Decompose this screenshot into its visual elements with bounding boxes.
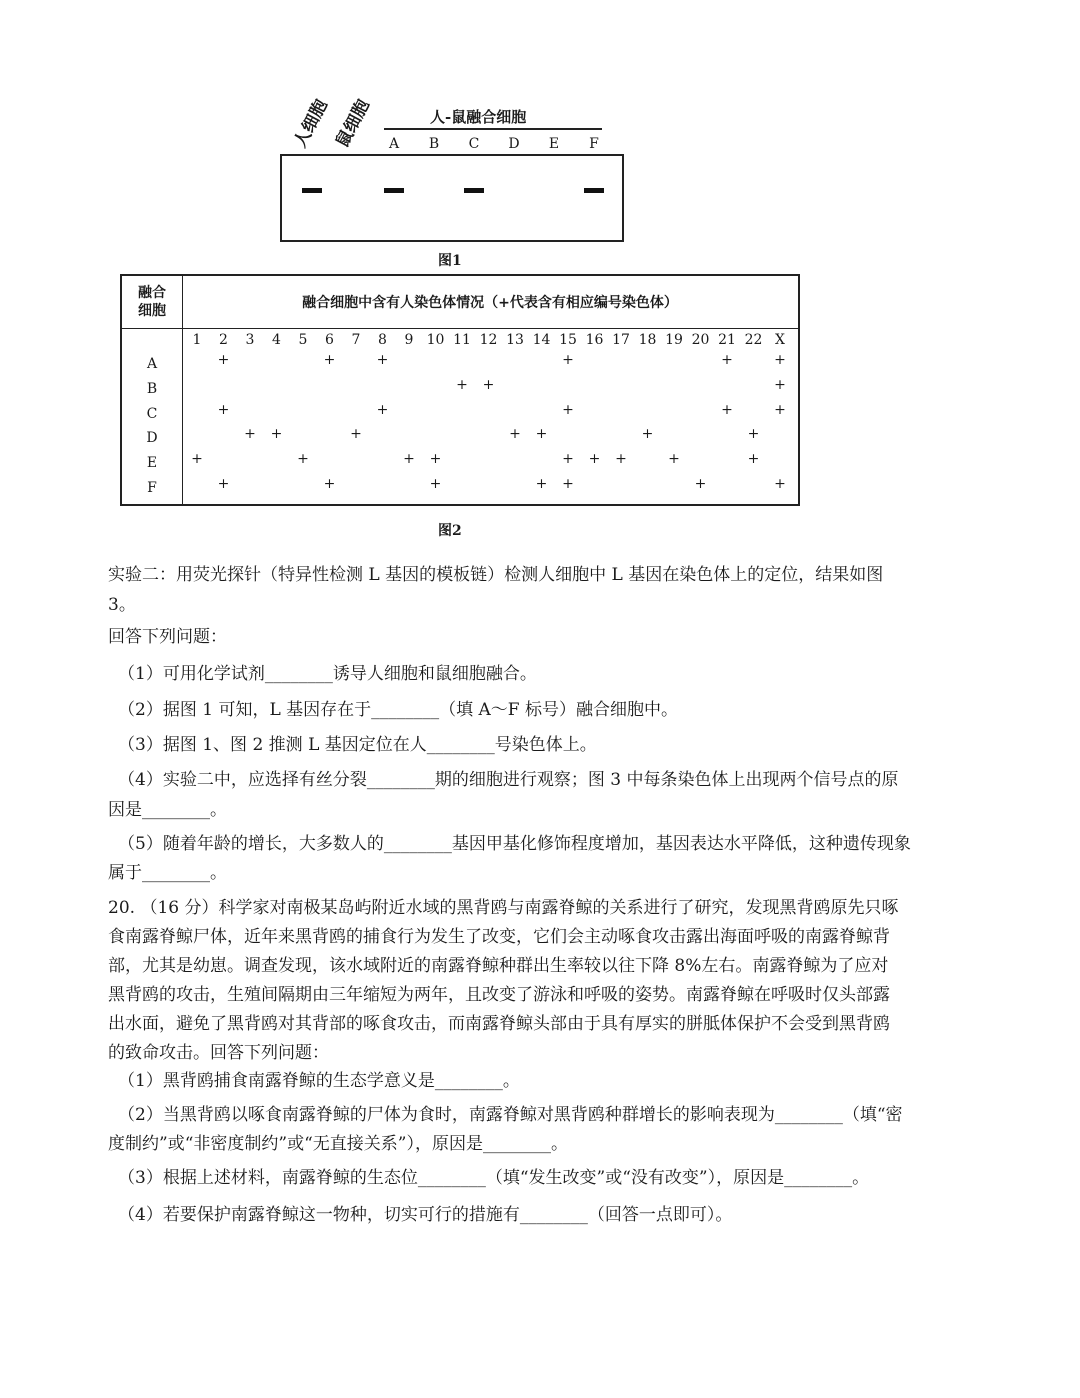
lane-letter: F [589, 136, 599, 152]
chromosome-present-mark: + [270, 426, 283, 443]
figure-2-caption: 图2 [438, 523, 462, 539]
fused-cell-row-label: D [146, 430, 158, 447]
answer-prompt: 回答下列问题： [108, 627, 227, 647]
chromosome-column-header: 19 [665, 332, 683, 348]
lane-letter: B [428, 136, 440, 152]
question-20-2-line-2: 度制约”或“非密度制约”或“无直接关系”），原因是________。 [108, 1134, 568, 1154]
chromosome-present-mark: + [615, 451, 627, 468]
chromosome-column-header: 11 [453, 332, 471, 348]
chromosome-present-mark: + [668, 451, 680, 468]
question-20-4: （4）若要保护南露脊鲸这一物种，切实可行的措施有________（回答一点即可）。 [118, 1205, 733, 1225]
figure-2-table [120, 274, 800, 506]
band-lane-a [384, 188, 404, 193]
chromosome-column-header: 2 [219, 332, 228, 348]
chromosome-column-header: 1 [192, 332, 202, 348]
chromosome-column-header: 6 [325, 332, 334, 348]
question-19-5-line-2: 属于________。 [108, 863, 227, 883]
question-20-line-3: 部，尤其是幼崽。调查发现，该水域附近的南露脊鲸种群出生率较以往下降 8%左右。南露脊鲸为了应对 [108, 956, 889, 976]
chromosome-present-mark: + [217, 476, 230, 492]
chromosome-present-mark: + [429, 476, 442, 492]
chromosome-present-mark: + [774, 376, 786, 393]
question-19-4-line-2: 因是________。 [108, 800, 227, 820]
chromosome-present-mark: + [323, 476, 336, 492]
chromosome-present-mark: + [482, 376, 495, 393]
lane-letter: E [548, 136, 560, 152]
question-19-4-line-1: （4）实验二中，应选择有丝分裂________期的细胞进行观察；图 3 中每条染色体上出现两个信号点的原 [118, 770, 899, 790]
question-20-2-line-1: （2）当黑背鸥以啄食南露脊鲸的尸体为食时，南露脊鲸对黑背鸥种群增长的影响表现为________（填“密 [118, 1105, 903, 1125]
chromosome-present-mark: + [562, 476, 574, 492]
fused-cell-row-label: B [146, 380, 158, 397]
band-lane-f [584, 188, 604, 193]
chromosome-present-mark: + [774, 476, 786, 492]
fused-cell-row-label: A [146, 356, 158, 372]
fused-cells-title: 人-鼠融合细胞 [430, 108, 527, 126]
chromosome-present-mark: + [429, 451, 442, 468]
chromosome-present-mark: + [641, 426, 654, 443]
figure-1 [270, 96, 630, 276]
lane-letter: A [388, 136, 400, 152]
question-20-1: （1）黑背鸥捕食南露脊鲸的生态学意义是________。 [118, 1071, 520, 1091]
question-20-line-5: 出水面，避免了黑背鸥对其背部的啄食攻击，而南露脊鲸头部由于具有厚实的胼胝体保护不会受到黑背鸥 [108, 1014, 890, 1034]
chromosome-column-header: 16 [585, 332, 604, 348]
chromosome-column-header: 17 [612, 332, 630, 348]
chromosome-present-mark: + [721, 401, 733, 418]
chromosome-column-header: 10 [426, 332, 445, 348]
chromosome-present-mark: + [403, 451, 415, 468]
fused-cell-row-label: E [146, 455, 158, 472]
question-20-line-4: 黑背鸥的攻击，生殖间隔期由三年缩短为两年，且改变了游泳和呼吸的姿势。南露脊鲸在呼吸时仅头部露 [108, 985, 890, 1005]
chromosome-column-header: 20 [691, 332, 710, 348]
chromosome-column-header: 14 [532, 332, 551, 348]
experiment-2-line-2: 3。 [108, 595, 136, 615]
chromosome-present-mark: + [535, 476, 548, 492]
figure-1-caption: 图1 [438, 253, 462, 269]
chromosome-column-header: 9 [404, 332, 414, 348]
band-human [302, 188, 322, 193]
chromosome-present-mark: + [562, 451, 574, 468]
fused-cell-row-label: F [147, 480, 157, 496]
chromosome-present-mark: + [747, 426, 760, 443]
chromosome-present-mark: + [217, 401, 230, 418]
chromosome-present-mark: + [191, 451, 203, 468]
chromosome-column-header: 7 [351, 332, 361, 348]
chromosome-present-mark: + [456, 376, 468, 393]
question-19-1: （1）可用化学试剂________诱导人细胞和鼠细胞融合。 [118, 664, 537, 684]
gel-box [280, 154, 624, 242]
question-20-line-1: 20. （16 分）科学家对南极某岛屿附近水域的黑背鸥与南露脊鲸的关系进行了研究，发现黑背鸥原先只啄 [108, 898, 899, 918]
chromosome-present-mark: + [694, 476, 707, 492]
fused-cell-row-label: C [146, 405, 158, 422]
chromosome-column-header: 18 [638, 332, 657, 348]
chromosome-present-mark: + [562, 352, 574, 368]
chromosome-present-mark: + [588, 451, 601, 468]
chromosome-column-header: 12 [479, 332, 498, 348]
chromosome-column-header: X [775, 332, 785, 348]
chromosome-present-mark: + [774, 401, 786, 418]
table-horizontal-divider [122, 328, 798, 329]
chromosome-column-header: 5 [298, 332, 308, 348]
chromosome-column-header: 13 [506, 332, 524, 348]
question-20-line-6: 的致命攻击。回答下列问题： [108, 1043, 329, 1063]
chromosome-present-mark: + [747, 451, 760, 468]
chromosome-present-mark: + [376, 352, 389, 368]
chromosome-column-header: 21 [718, 332, 736, 348]
question-19-2: （2）据图 1 可知，L 基因存在于________（填 A～F 标号）融合细胞中。 [118, 700, 679, 720]
chromosome-column-header: 3 [245, 332, 255, 348]
chromosome-column-header: 22 [744, 332, 763, 348]
chromosome-column-header: 15 [559, 332, 577, 348]
chromosome-present-mark: + [509, 426, 521, 443]
table-header: 融合细胞中含有人染色体情况（+代表含有相应编号染色体） [302, 295, 678, 311]
lane-letter: C [468, 136, 480, 152]
question-19-5-line-1: （5）随着年龄的增长，大多数人的________基因甲基化修饰程度增加，基因表达水平降低，这种遗传现象 [118, 834, 911, 854]
chromosome-present-mark: + [297, 451, 309, 468]
table-corner-label: 融合 细胞 [138, 285, 166, 319]
chromosome-present-mark: + [774, 352, 786, 368]
chromosome-present-mark: + [535, 426, 548, 443]
band-lane-c [464, 188, 484, 193]
chromosome-present-mark: + [376, 401, 389, 418]
lane-label-mouse: 鼠细胞 [332, 96, 374, 151]
fused-cells-underline [384, 128, 602, 130]
question-20-3: （3）根据上述材料，南露脊鲸的生态位________（填“发生改变”或“没有改变”），原因是________。 [118, 1168, 870, 1188]
lane-letter: D [508, 136, 520, 152]
question-19-3: （3）据图 1、图 2 推测 L 基因定位在人________号染色体上。 [118, 735, 597, 755]
chromosome-present-mark: + [562, 401, 574, 418]
chromosome-column-header: 4 [272, 332, 281, 348]
chromosome-present-mark: + [350, 426, 362, 443]
lane-label-human: 人细胞 [290, 96, 332, 151]
experiment-2-line-1: 实验二：用荧光探针（特异性检测 L 基因的模板链）检测人细胞中 L 基因在染色体上的定位，结果如图 [108, 565, 884, 585]
chromosome-column-header: 8 [378, 332, 387, 348]
question-20-line-2: 食南露脊鲸尸体，近年来黑背鸥的捕食行为发生了改变，它们会主动啄食攻击露出海面呼吸的南露脊鲸背 [108, 927, 890, 947]
chromosome-present-mark: + [244, 426, 256, 443]
chromosome-present-mark: + [323, 352, 336, 368]
chromosome-present-mark: + [721, 352, 733, 368]
chromosome-present-mark: + [217, 352, 230, 368]
